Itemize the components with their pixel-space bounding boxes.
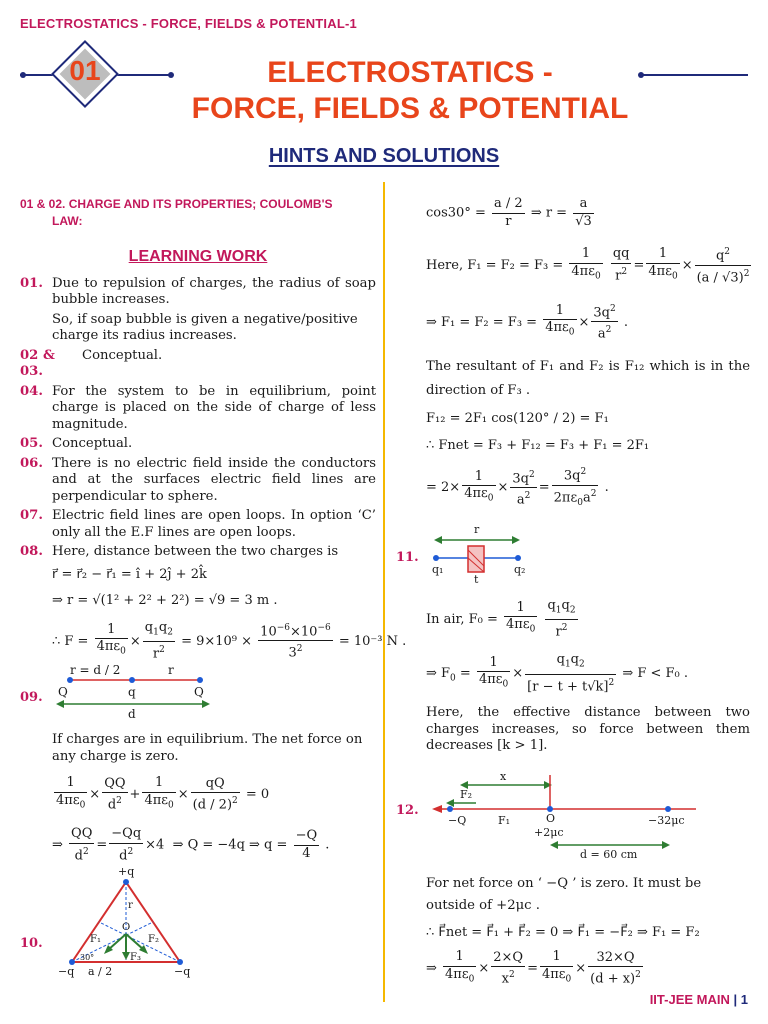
section-title: HINTS AND SOLUTIONS (268, 145, 500, 167)
equation-vector: ∴ F⃗net = F⃗₁ + F⃗₂ = 0 ⇒ F⃗₁ = −F⃗₂ ⇒ F₁ = F₂ (426, 924, 700, 940)
page-footer (650, 992, 748, 1007)
right-column (396, 196, 750, 994)
q11-figure (396, 526, 750, 588)
page-title-line2: FORCE, FIELDS & POTENTIAL (191, 92, 629, 125)
equation-F12: F₁₂ = 2F₁ cos(120° / 2) = F₁ (426, 411, 609, 427)
label-plus-2uc: +2μc (534, 825, 564, 839)
q10-diagram (20, 865, 376, 982)
eq-text: Here, F₁ = F₂ = F₃ = (426, 257, 564, 273)
column-divider (383, 182, 385, 1002)
q12-text: For net force on ‘ −Q ’ is zero. It must be outside of +2μc . (426, 875, 702, 913)
eq-text: ⇒ r = (530, 205, 568, 221)
item-text: For the system to be in equilibrium, point charge is placed on the side of charge of less magnitude. (52, 383, 376, 432)
label-r-half: r = d / 2 (70, 663, 121, 678)
label-q2: q₂ (514, 562, 526, 576)
label-d: d (128, 707, 136, 722)
label-half-side: a / 2 (88, 965, 113, 979)
eq-text: ∴ F = (52, 633, 89, 649)
answer-item (20, 348, 376, 381)
equation-Fnet-value: = 2× $\frac{1}{4\pi\varepsilon_0}$ × $\frac{3q^2}{a^2}$ = $\frac{3q^2}{2\pi\varepsilon_0a^2}$ . (396, 464, 750, 511)
q9-equation-2: ⇒ $\frac{QQ}{d^2}$ = $\frac{-Qq}{d^2}$ ×4 ⇒ Q = −4q ⇒ q = $\frac{-Q}{4}$ . (52, 826, 330, 863)
label-F3: F₃ (130, 952, 141, 964)
item-text: There is no electric field inside the conductors and at the surfaces electric field lines are perpendicular to sphere. (52, 455, 376, 504)
item-number: 08. (20, 544, 43, 559)
learning-work-title: LEARNING WORK (128, 248, 268, 265)
answer-item (20, 508, 376, 541)
label-angle: 30° (80, 953, 95, 963)
label-origin: O (546, 811, 556, 825)
label-r: r (128, 900, 133, 912)
item-text: Conceptual. (52, 436, 133, 451)
eq-text: = 2× (426, 480, 461, 496)
item-number: 07. (20, 508, 43, 523)
item-text: Due to repulsion of charges, the radius of soap bubble increases. (52, 275, 376, 307)
eq-text: = 0 (245, 787, 270, 803)
eq-text: ⇒ F₁ = F₂ = F₃ = (426, 314, 538, 330)
label-F2: F₂ (148, 934, 159, 946)
label-Q-right: Q (194, 685, 204, 700)
label-r: r (474, 522, 480, 536)
equation-F0: In air, F₀ = $\frac{1}{4\pi\varepsilon_0}$ $\frac{q_1q_2}{r^2}$ (426, 597, 576, 639)
label-r: r (168, 663, 174, 678)
q12-diagram (396, 769, 750, 863)
equation-r-vector: r⃗ = r⃗₂ − r⃗₁ = î + 2ĵ + 2k̂ (52, 566, 207, 582)
left-column (20, 196, 407, 982)
q9-text: If charges are in equilibrium. The net force on any charge is zero. (52, 732, 363, 764)
label-q: q (128, 685, 136, 700)
q9-equation-1: $\frac{1}{4\pi\varepsilon_0}$ × $\frac{QQ}{d^2}$ + $\frac{1}{4\pi\varepsilon_0}$ × $\frac{qQ}{(d / 2)^2}$ = 0 (56, 775, 270, 813)
equation-Fnet: ∴ Fnet = F₃ + F₁₂ = F₃ + F₁ = 2F₁ (426, 437, 650, 453)
label-bottom-right-charge: −q (174, 965, 191, 979)
section-heading-line2: LAW: (52, 213, 83, 228)
item-number: 04. (20, 383, 43, 399)
rule-dot (20, 72, 26, 78)
equation-F-medium: ⇒ $F_0$ = $\frac{1}{4\pi\varepsilon_0}$ × $\frac{q_1q_2}{[r - t + t√k]^2}$ ⇒ F < F₀ . (426, 652, 689, 694)
eq-text: ⇒ F < F₀ . (622, 666, 689, 682)
rule-dot (168, 72, 174, 78)
eq-text: In air, F₀ = (426, 611, 498, 627)
equation-force: ∴ F = $\frac{1}{4\pi\varepsilon_0}$ × $\frac{q_1q_2}{r^2}$ = 9×10⁹ × $\frac{10^{-6}\times 10^{-6}}{3^2}$ = 10⁻³ N . (52, 619, 407, 661)
label-origin: O (122, 922, 131, 934)
label-top-charge: +q (118, 865, 135, 879)
equation-final: ⇒ $\frac{1}{4\pi\varepsilon_0}$ × $\frac{2\times Q}{x^2}$ = $\frac{1}{4\pi\varepsilon_0}$ × $\frac{32\times Q}{(d + x)^2}$ (426, 949, 641, 987)
label-q1: q₁ (432, 562, 444, 576)
eq-text: cos30° = (426, 205, 486, 221)
page-title-line1: ELECTROSTATICS - (267, 56, 553, 89)
answer-item (20, 436, 376, 453)
item-number: 06. (20, 455, 43, 471)
item-number: 05. (20, 436, 43, 451)
label-distance: d = 60 cm (580, 847, 638, 861)
item-text: So, if soap bubble is given a negative/positive charge its radius increases. (52, 311, 358, 343)
question-number: 10. (20, 936, 43, 952)
label-neg-Q: −Q (448, 813, 467, 827)
section-heading (20, 196, 376, 229)
equation-F123: Here, F₁ = F₂ = F₃ = $\frac{1}{4\pi\varepsilon_0}$ $\frac{qq}{r^2}$ = $\frac{1}{4\pi\varepsilon_0}$ × $\frac{q^2}{(a / √3)^2}$ (396, 244, 750, 287)
question-number: 11. (396, 549, 419, 565)
answer-item (20, 384, 376, 434)
label-F2: F₂ (460, 787, 473, 801)
equation-cos: cos30° = $\frac{a / 2}{r}$ ⇒ r = $\frac{a}{√3}$ (426, 196, 592, 229)
page-number: 1 (740, 992, 748, 1007)
footer-label: IIT-JEE MAIN (649, 992, 730, 1007)
section-heading-line1: 01 & 02. CHARGE AND ITS PROPERTIES; COULOMB'S (20, 197, 333, 211)
label-bottom-left-charge: −q (58, 965, 75, 979)
resultant-text: The resultant of F₁ and F₂ is F₁₂ which is in the direction of F₃ . (426, 359, 750, 399)
label-x: x (500, 769, 507, 783)
q11-text: Here, the effective distance between two charges increases, so force between them decreases [k > 1]. (426, 705, 750, 754)
question-number: 09. (20, 690, 43, 706)
item-number: 02 & 03. (20, 347, 55, 379)
label-t: t (474, 572, 479, 586)
chapter-number: 01 (69, 55, 101, 86)
eq-text: = 9×10⁹ × (181, 633, 253, 649)
q9-diagram (20, 663, 376, 726)
item-text: Here, distance between the two charges is (52, 544, 339, 559)
q11-diagram (396, 522, 750, 588)
answer-item (20, 456, 376, 506)
equation-F123-simplified: ⇒ F₁ = F₂ = F₃ = $\frac{1}{4\pi\varepsilon_0}$ × $\frac{3q^2}{a^2}$ . (396, 301, 750, 344)
question-number: 12. (396, 802, 419, 818)
eq-text: ⇒ Q = −4q ⇒ q = (172, 837, 288, 853)
label-neg-32uc: −32μc (648, 813, 685, 827)
label-Q-left: Q (58, 685, 68, 700)
running-head: ELECTROSTATICS - FORCE, FIELDS & POTENTIAL-1 (20, 16, 357, 31)
eq-text: = 10⁻³ N . (338, 633, 407, 649)
answer-item (20, 276, 376, 309)
item-text: Electric field lines are open loops. In option ‘C’ only all the E.F lines are open loops. (52, 508, 376, 540)
answer-item (20, 544, 376, 561)
label-F1: F₁ (90, 934, 101, 946)
item-number: 01. (20, 275, 43, 291)
label-F1: F₁ (498, 813, 511, 827)
footer-separator: | (733, 992, 738, 1007)
item-text: Conceptual. (82, 347, 163, 363)
equation-r-magnitude: ⇒ r = √(1² + 2² + 2²) = √9 = 3 m . (52, 593, 278, 608)
title-rule-right (640, 74, 748, 76)
